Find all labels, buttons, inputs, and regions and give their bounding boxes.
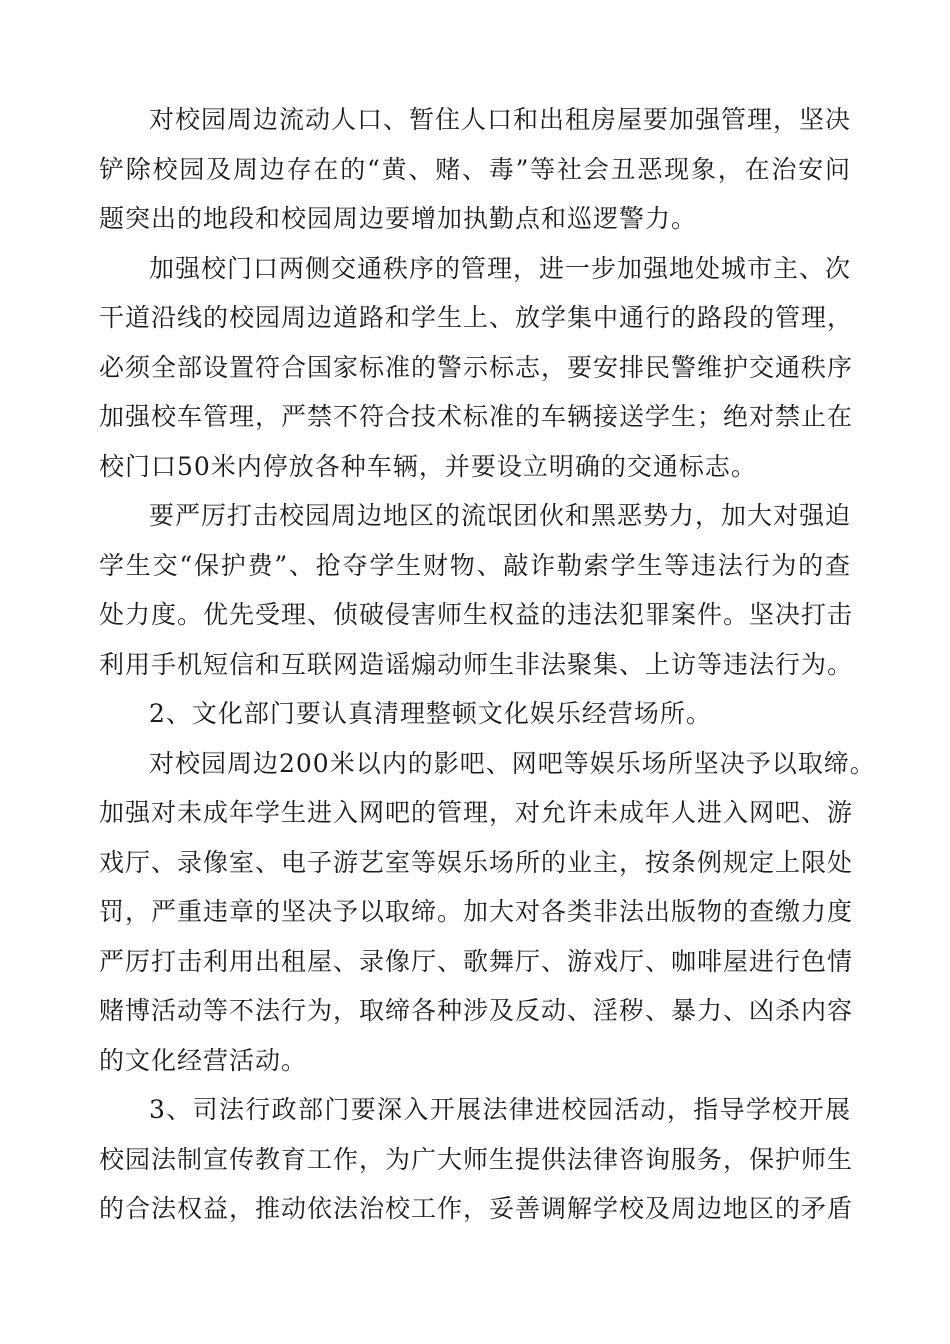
paragraph-line: 校门口50米内停放各种车辆，并要设立明确的交通标志。 xyxy=(99,451,757,481)
paragraph-line: 加强对未成年学生进入网吧的管理，对允许未成年人进入网吧、游 xyxy=(99,798,854,827)
paragraph-line: 戏厅、录像室、电子游艺室等娱乐场所的业主，按条例规定上限处 xyxy=(99,847,854,877)
document-body xyxy=(99,95,876,1234)
paragraph-line: 3、司法行政部门要深入开展法律进校园活动，指导学校开展 xyxy=(149,1095,851,1124)
paragraph-line: 对校园周边200米以内的影吧、网吧等娱乐场所坚决予以取缔。 xyxy=(149,748,876,778)
paragraph-line: 严厉打击利用出租屋、录像厅、歌舞厅、游戏厅、咖啡屋进行色情 xyxy=(99,946,854,976)
paragraph-line: 校园法制宣传教育工作，为广大师生提供法律咨询服务，保护师生 xyxy=(99,1144,854,1174)
paragraph-line: 赌博活动等不法行为，取缔各种涉及反动、淫秽、暴力、凶杀内容 xyxy=(99,996,854,1025)
paragraph-line: 加强校车管理，严禁不符合技术标准的车辆接送学生；绝对禁止在 xyxy=(99,402,854,431)
section-heading: 2、文化部门要认真清理整顿文化娱乐经营场所。 xyxy=(149,699,712,728)
paragraph-line: 的合法权益，推动依法治校工作，妥善调解学校及周边地区的矛盾 xyxy=(99,1194,854,1223)
paragraph xyxy=(99,491,854,689)
paragraph-line: 利用手机短信和互联网造谣煽动师生非法聚集、上访等违法行为。 xyxy=(99,649,854,679)
paragraph xyxy=(99,1085,854,1234)
paragraph-line: 对校园周边流动人口、暂住人口和出租房屋要加强管理，坚决 xyxy=(149,105,852,134)
paragraph-line: 铲除校园及周边存在的“黄、赌、毒”等社会丑恶现象，在治安问 xyxy=(99,154,851,184)
paragraph-line: 处力度。优先受理、侦破侵害师生权益的违法犯罪案件。坚决打击 xyxy=(99,600,854,629)
paragraph-line: 学生交“保护费”、抢夺学生财物、敲诈勒索学生等违法行为的查 xyxy=(99,550,851,580)
paragraph-line: 干道沿线的校园周边道路和学生上、放学集中通行的路段的管理， xyxy=(99,303,854,332)
paragraph-line: 要严厉打击校园周边地区的流氓团伙和黑恶势力，加大对强迫 xyxy=(149,501,852,530)
paragraph xyxy=(99,739,876,1086)
paragraph xyxy=(99,244,854,492)
paragraph-line: 加强校门口两侧交通秩序的管理，进一步加强地处城市主、次 xyxy=(149,253,852,283)
paragraph-line: 罚，严重违章的坚决予以取缔。加大对各类非法出版物的查缴力度 xyxy=(99,897,854,926)
paragraph-line: 必须全部设置符合国家标准的警示标志，要安排民警维护交通秩序 xyxy=(99,352,854,382)
paragraph xyxy=(99,95,851,244)
paragraph-line: 的文化经营活动。 xyxy=(99,1045,308,1075)
paragraph-line: 题突出的地段和校园周边要增加执勤点和巡逻警力。 xyxy=(99,204,698,233)
section-heading-paragraph xyxy=(99,689,851,739)
